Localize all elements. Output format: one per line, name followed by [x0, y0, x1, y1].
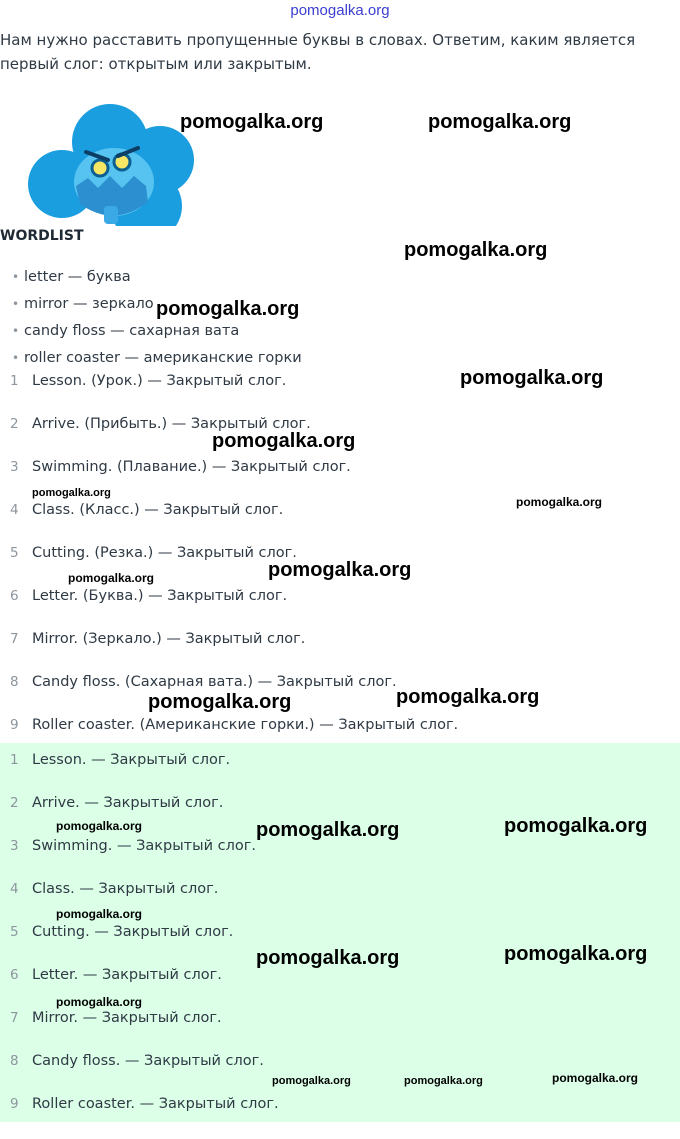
item-number: 9	[10, 717, 19, 733]
answer-item	[0, 1010, 680, 1053]
list-item	[12, 317, 302, 344]
answer-item	[0, 752, 680, 795]
watermark: pomogalka.org	[428, 111, 572, 133]
watermark: pomogalka.org	[504, 943, 648, 965]
watermark: pomogalka.org	[504, 815, 648, 837]
watermark: pomogalka.org	[256, 947, 400, 969]
watermark: pomogalka.org	[516, 495, 603, 509]
answer-text: Mirror. — Закрытый слог.	[32, 1010, 222, 1026]
watermark: pomogalka.org	[56, 995, 143, 1009]
answer-text: Lesson. (Урок.) — Закрытый слог.	[32, 373, 287, 389]
answer-text: Cutting. (Резка.) — Закрытый слог.	[32, 545, 297, 561]
watermark: pomogalka.org	[32, 487, 111, 499]
item-number: 8	[10, 674, 19, 690]
answer-text: Letter. — Закрытый слог.	[32, 967, 222, 983]
item-number: 3	[10, 838, 19, 854]
item-number: 5	[10, 545, 19, 561]
answer-text: Roller coaster. (Американские горки.) — Закрытый слог.	[32, 717, 459, 733]
answer-text: Cutting. — Закрытый слог.	[32, 924, 234, 940]
answer-text: Mirror. (Зеркало.) — Закрытый слог.	[32, 631, 306, 647]
item-number: 4	[10, 881, 19, 897]
item-number: 2	[10, 416, 19, 432]
watermark: pomogalka.org	[268, 559, 412, 581]
watermark: pomogalka.org	[68, 571, 155, 585]
answer-text: Letter. (Буква.) — Закрытый слог.	[32, 588, 288, 604]
bullet-icon: •	[12, 323, 20, 338]
bullet-icon: •	[12, 269, 20, 284]
item-number: 2	[10, 795, 19, 811]
item-number: 6	[10, 588, 19, 604]
item-number: 7	[10, 631, 19, 647]
watermark: pomogalka.org	[404, 239, 548, 261]
bullet-icon: •	[12, 350, 20, 365]
item-number: 5	[10, 924, 19, 940]
answer-text: Arrive. — Закрытый слог.	[32, 795, 224, 811]
site-header-link[interactable]: pomogalka.org	[290, 2, 390, 19]
answer-text: Class. — Закрытый слог.	[32, 881, 219, 897]
bullet-icon: •	[12, 296, 20, 311]
answer-item	[0, 1096, 680, 1139]
list-item-text: letter — буква	[24, 268, 131, 285]
watermark: pomogalka.org	[56, 819, 143, 833]
item-number: 1	[10, 752, 19, 768]
answer-text: Lesson. — Закрытый слог.	[32, 752, 231, 768]
item-number: 1	[10, 373, 19, 389]
mascot-icon	[28, 102, 194, 226]
answer-text: Swimming. (Плавание.) — Закрытый слог.	[32, 459, 351, 475]
list-item	[12, 263, 302, 290]
watermark: pomogalka.org	[552, 1071, 639, 1085]
item-number: 6	[10, 967, 19, 983]
watermark: pomogalka.org	[256, 819, 400, 841]
item-number: 8	[10, 1053, 19, 1069]
watermark: pomogalka.org	[396, 686, 540, 708]
list-item-text: candy floss — сахарная вата	[24, 322, 240, 339]
watermark: pomogalka.org	[272, 1075, 351, 1087]
list-item-text: roller coaster — американские горки	[24, 349, 302, 366]
answer-text: Candy floss. (Сахарная вата.) — Закрытый слог.	[32, 674, 397, 690]
watermark: pomogalka.org	[460, 367, 604, 389]
list-item	[12, 344, 302, 371]
watermark: pomogalka.org	[180, 111, 324, 133]
wordlist-title: WORDLIST	[0, 228, 84, 244]
answer-text: Swimming. — Закрытый слог.	[32, 838, 256, 854]
item-number: 7	[10, 1010, 19, 1026]
answer-item	[0, 838, 680, 881]
watermark: pomogalka.org	[212, 430, 356, 452]
answer-text: Arrive. (Прибыть.) — Закрытый слог.	[32, 416, 311, 432]
list-item-text: mirror — зеркало	[24, 295, 154, 312]
item-number: 4	[10, 502, 19, 518]
answer-item	[0, 631, 680, 674]
answer-item	[0, 588, 680, 631]
watermark: pomogalka.org	[56, 907, 143, 921]
answer-text: Roller coaster. — Закрытый слог.	[32, 1096, 279, 1112]
watermark: pomogalka.org	[156, 298, 300, 320]
watermark: pomogalka.org	[148, 691, 292, 713]
intro-text: Нам нужно расставить пропущенные буквы в словах. Ответим, каким является первый слог: открытым или закрытым.	[0, 31, 636, 73]
watermark: pomogalka.org	[404, 1075, 483, 1087]
answer-item	[0, 674, 680, 717]
item-number: 9	[10, 1096, 19, 1112]
answer-text: Class. (Класс.) — Закрытый слог.	[32, 502, 284, 518]
item-number: 3	[10, 459, 19, 475]
answer-text: Candy floss. — Закрытый слог.	[32, 1053, 264, 1069]
